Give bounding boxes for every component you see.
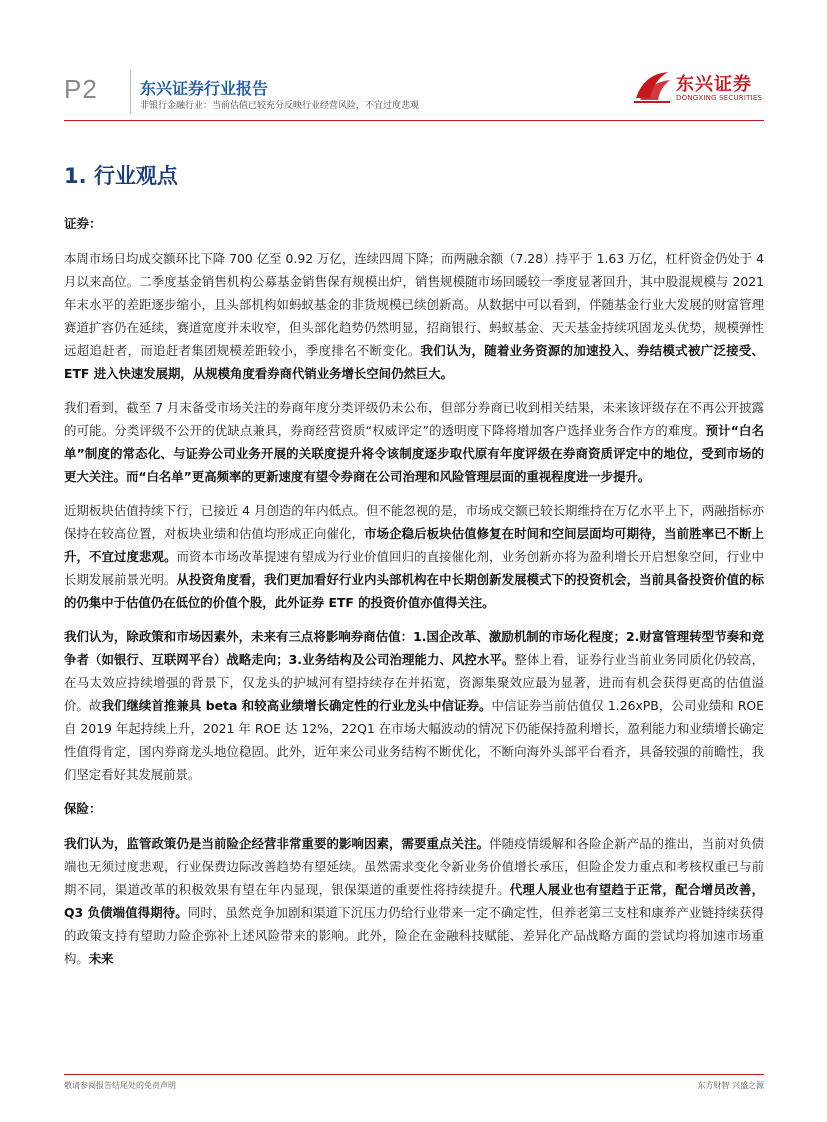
securities-paragraph-4: 我们认为，除政策和市场因素外，未来有三点将影响券商估值：1.国企改革、激励机制的市场化程度；2.财富管理转型节奏和竞争者（如银行、互联网平台）战略走向；3.业务结构及公司治理能力、风控水平。整体上看，证券行业当前业务同质化仍较高，在马太效应持续增强的背景下，仅龙头的护城河有望持续存在并拓宽，资源集聚效应最为显著，进而有机会获得更高的估值溢价。故我们继续首推兼具 beta 和较高业绩增长确定性的行业龙头中信证券。中信证券当前估值仅 1.26xPB，公司业绩和 ROE 自 2019 年起持续上升，2021 年 ROE 达 12%，22Q1 在市场大幅波动的情况下仍能保持盈利增长，盈利能力和业绩增长确定性值得肯定，国内券商龙头地位稳固。此外，近年来公司业务结构不断优化，不断向海外头部平台看齐，具备较强的前瞻性，我们坚定看好其发展前景。	[64, 629, 765, 782]
report-title: 东兴证券行业报告	[140, 79, 269, 98]
report-subtitle: 非银行金融行业：当前估值已较充分反映行业经营风险，不宜过度悲观	[140, 101, 420, 111]
section-title: 1. 行业观点	[64, 164, 178, 188]
logo-emblem-icon	[632, 68, 672, 104]
page-number: P2	[64, 74, 98, 104]
logo-en-text: DONGXING SECURITIES	[676, 94, 763, 102]
footer-disclaimer: 敬请参阅报告结尾处的免责声明	[64, 1081, 176, 1090]
insurance-paragraph-1: 我们认为，监管政策仍是当前险企经营非常重要的影响因素，需要重点关注。伴随疫情缓解和各险企新产品的推出，当前对负债端也无须过度悲观，行业保费边际改善趋势有望延续。虽然需求变化令新业务价值增长承压，但险企发力重点和考核权重已与前期不同，渠道改革的积极效果有望在年内显现，银保渠道的重要性将持续提升。代理人展业也有望趋于正常，配合增员改善，Q3 负债端值得期待。同时，虽然竞争加剧和渠道下沉压力仍给行业带来一定不确定性，但养老第三支柱和康养产业链持续获得的政策支持有望助力险企弥补上述风险带来的影响。此外，险企在金融科技赋能、差异化产品战略方面的尝试均将加速市场重构。未来	[64, 836, 765, 966]
header-rule	[64, 120, 764, 121]
securities-paragraph-1: 本周市场日均成交额环比下降 700 亿至 0.92 万亿，连续四周下降；而两融余额（7.28）持平于 1.63 万亿，杠杆资金仍处于 4 月以来高位。二季度基金销售机构公募基金销售保有规模出炉，销售规模随市场回暖较一季度显著回升，其中股混规模与 2021 年末水平的差距逐步缩小，且头部机构如蚂蚁基金的非货规模已续创新高。从数据中可以看到，伴随基金行业大发展的财富管理赛道扩容仍在延续，赛道宽度并未收窄，但头部化趋势仍然明显，招商银行、蚂蚁基金、天天基金持续巩固龙头优势，规模弹性远超追赶者，而追赶者集团规模差距较小，季度排名不断变化。我们认为，随着业务资源的加速投入、券结模式被广泛接受、ETF 进入快速发展期，从规模角度看券商代销业务增长空间仍然巨大。	[64, 251, 765, 381]
footer-slogan: 东方财智 兴盛之源	[697, 1081, 764, 1090]
securities-paragraph-3: 近期板块估值持续下行，已接近 4 月创造的年内低点。但不能忽视的是，市场成交额已较长期维持在万亿水平上下，两融指标亦保持在较高位置，对板块业绩和估值均形成正向催化，市场企稳后板块估值修复在时间和空间层面均可期待，当前胜率已不断上升，不宜过度悲观。而资本市场改革提速有望成为行业价值回归的直接催化剂，业务创新亦将为盈利增长开启想象空间，行业中长期发展前景光明。从投资角度看，我们更加看好行业内头部机构在中长期创新发展模式下的投资机会，当前具备投资价值的标的仍集中于估值仍在低位的价值个股，此外证券 ETF 的投资价值亦值得关注。	[64, 503, 765, 610]
footer-rule	[64, 1074, 764, 1075]
securities-heading: 证券：	[64, 216, 102, 231]
header-divider	[130, 70, 131, 114]
main-content	[64, 212, 764, 970]
insurance-heading: 保险：	[64, 801, 102, 816]
securities-paragraph-2: 我们看到，截至 7 月末备受市场关注的券商年度分类评级仍未公布，但部分券商已收到相关结果，未来该评级存在不再公开披露的可能。分类评级不公开的优缺点兼具，券商经营资质“权威评定”的透明度下降将增加客户选择业务合作方的难度。预计“白名单”制度的常态化、与证券公司业务开展的关联度提升将令该制度逐步取代原有年度评级在券商资质评定中的地位，受到市场的更大关注。而“白名单”更高频率的更新速度有望令券商在公司治理和风险管理层面的重视程度进一步提升。	[64, 400, 764, 484]
company-logo	[632, 66, 762, 110]
logo-cn-text: 东兴证券	[676, 74, 752, 95]
page-header	[0, 0, 827, 130]
